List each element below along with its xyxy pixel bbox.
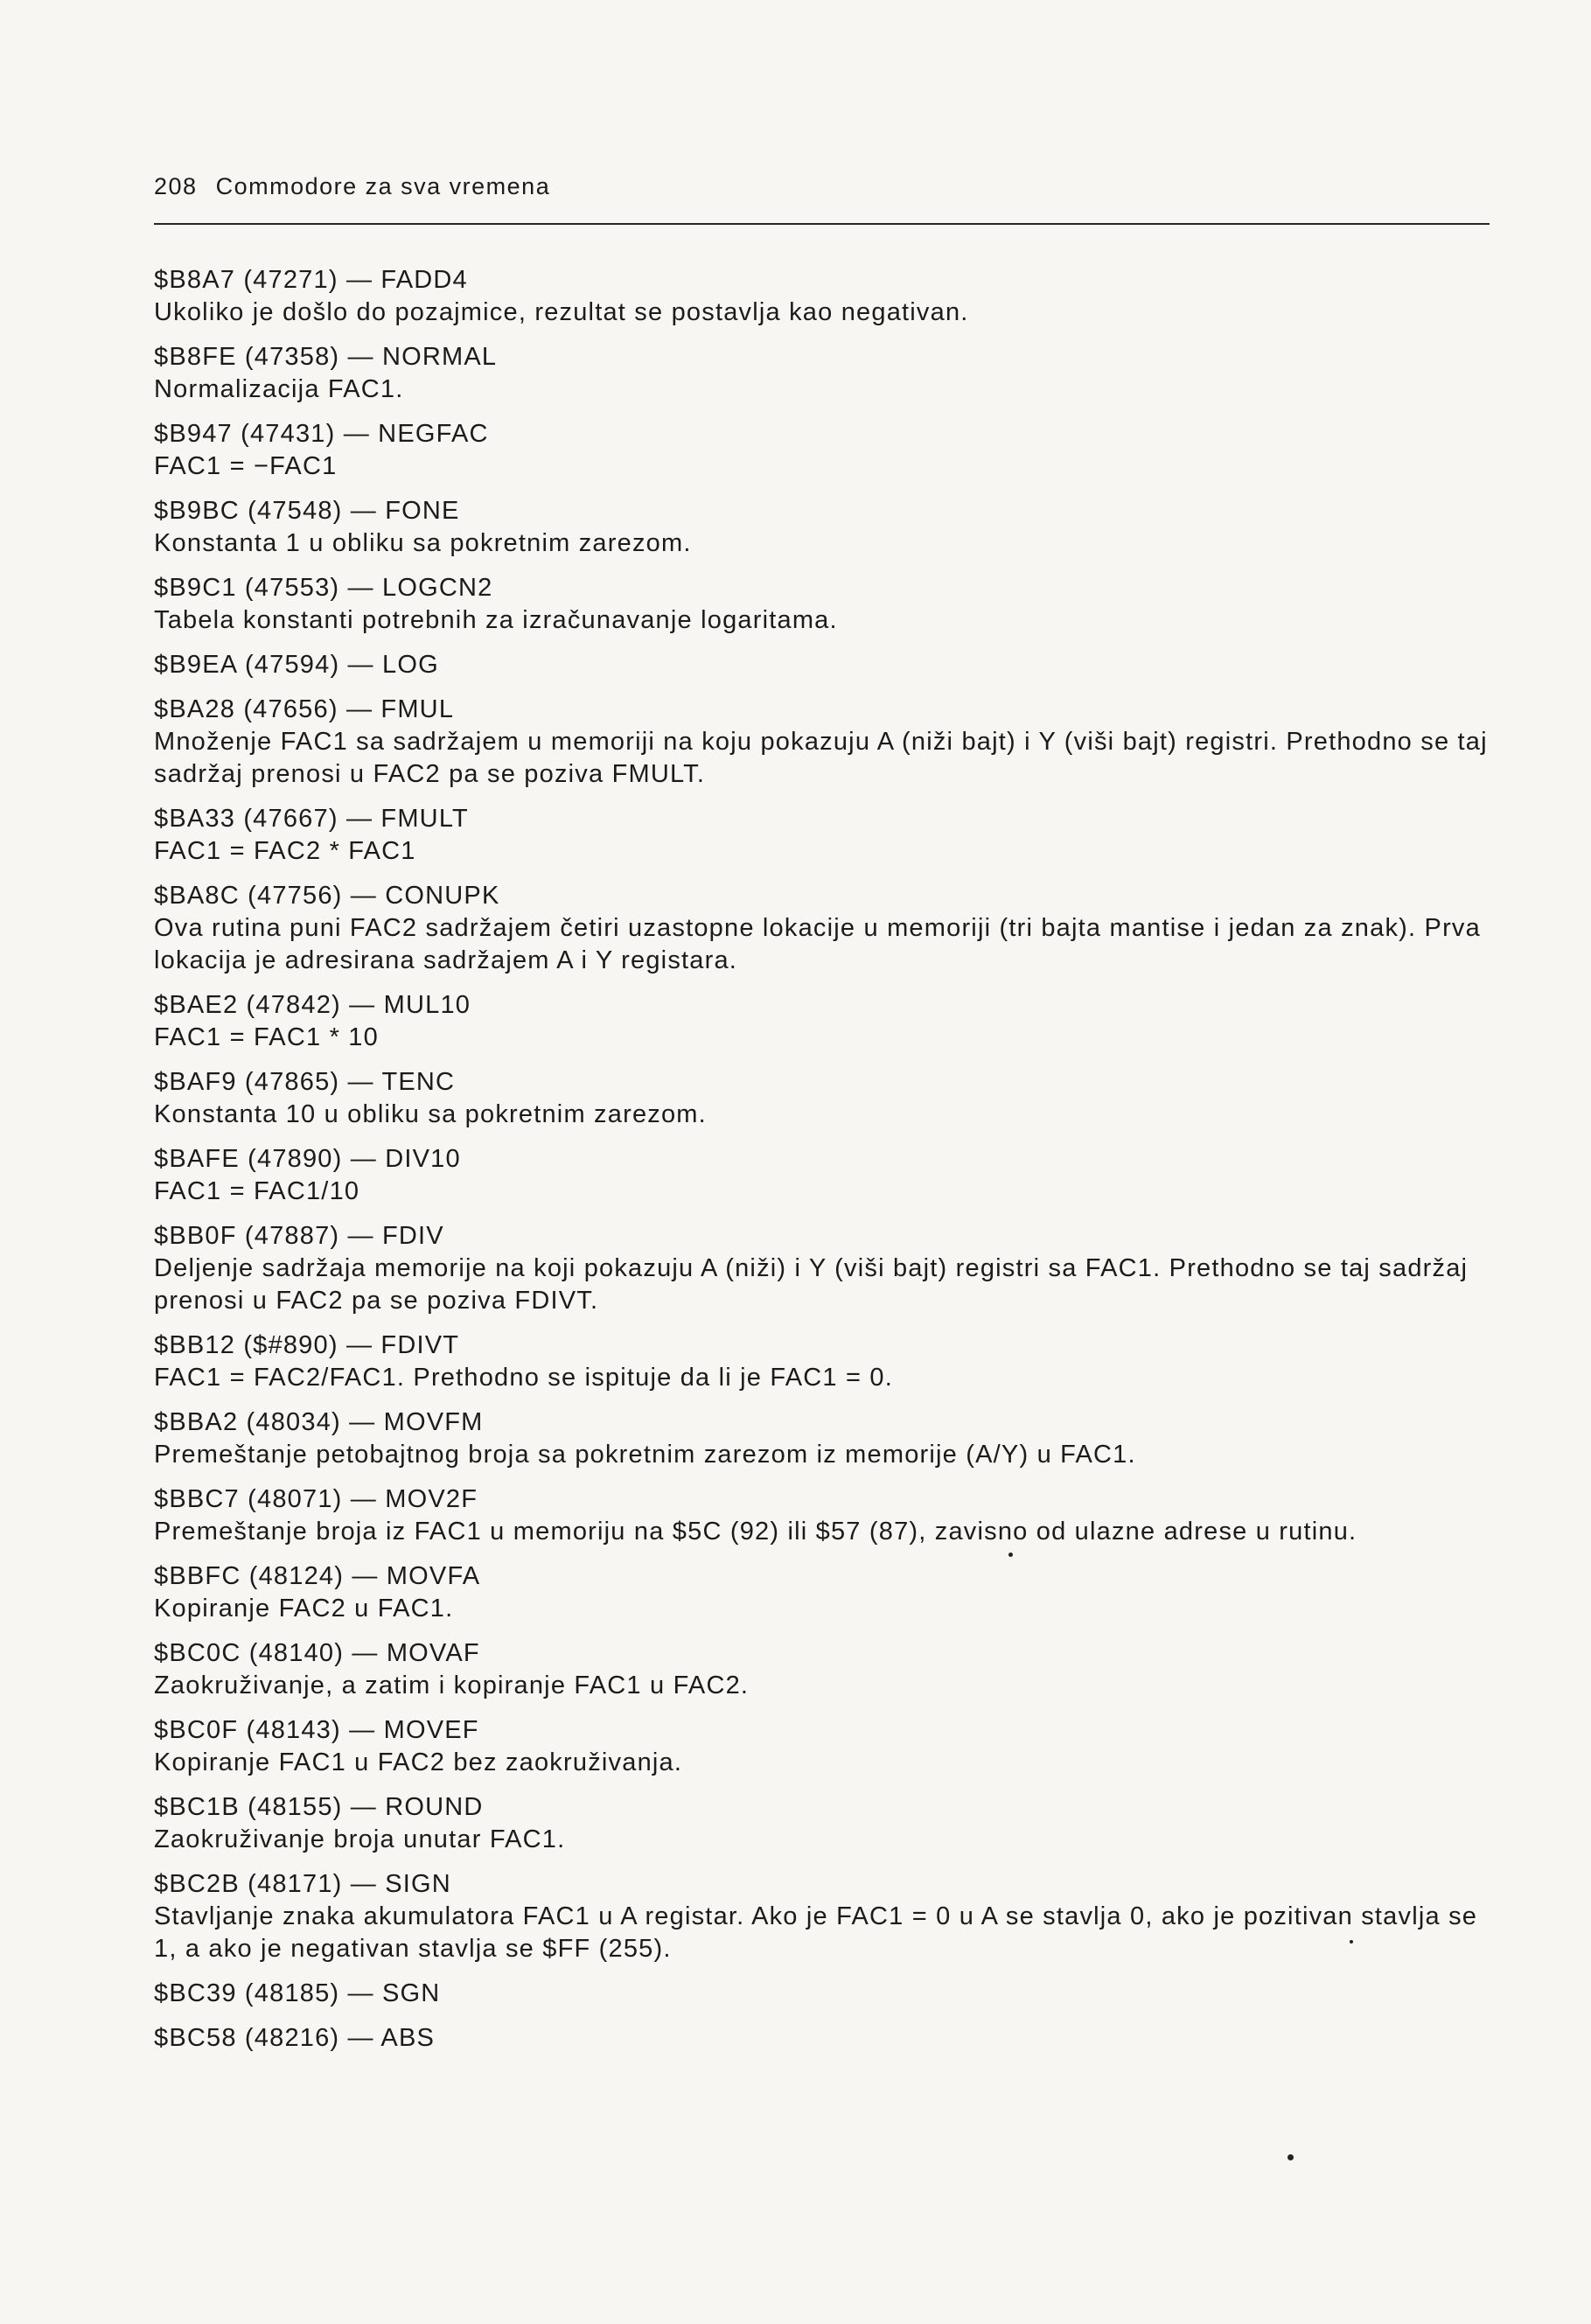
routine-description: Zaokruživanje broja unutar FAC1.: [154, 1825, 566, 1853]
routine-list: [154, 264, 1501, 2067]
routine-entry: [154, 1978, 1501, 2010]
header-rule: [154, 223, 1490, 225]
routine-entry: [154, 803, 1501, 868]
routine-heading: $BB12 ($#890) — FDIVT: [154, 1331, 460, 1359]
routine-description: FAC1 = FAC1 * 10: [154, 1023, 379, 1051]
routine-entry: [154, 1483, 1501, 1548]
routine-heading: $BA33 (47667) — FMULT: [154, 805, 469, 833]
routine-description: Konstanta 10 u obliku sa pokretnim zarezom.: [154, 1100, 707, 1128]
routine-entry: [154, 572, 1501, 637]
routine-description: Ova rutina puni FAC2 sadržajem četiri uzastopne lokacije u memoriji (tri bajta mantise i jedan za znak). Prva lokacija je adresirana sadržajem A i Y registara.: [154, 914, 1481, 974]
routine-heading: $B9EA (47594) — LOG: [154, 651, 439, 679]
routine-heading: $BBFC (48124) — MOVFA: [154, 1562, 481, 1590]
routine-description: Deljenje sadržaja memorije na koji pokazuju A (niži) i Y (viši bajt) registri sa FAC1. Prethodno se taj sadržaj prenosi u FAC2 pa se poziva FDIVT.: [154, 1254, 1469, 1315]
routine-entry: [154, 649, 1501, 681]
routine-description: Kopiranje FAC1 u FAC2 bez zaokruživanja.: [154, 1748, 683, 1776]
routine-heading: $BA8C (47756) — CONUPK: [154, 882, 500, 910]
routine-heading: $BAF9 (47865) — TENC: [154, 1068, 456, 1096]
routine-heading: $BC1B (48155) — ROUND: [154, 1793, 484, 1821]
book-title: Commodore za sva vremena: [215, 173, 551, 199]
routine-entry: [154, 418, 1501, 483]
routine-description: Ukoliko je došlo do pozajmice, rezultat se postavlja kao negativan.: [154, 298, 969, 326]
routine-entry: [154, 694, 1501, 791]
routine-heading: $BAE2 (47842) — MUL10: [154, 991, 471, 1019]
routine-heading: $BC2B (48171) — SIGN: [154, 1870, 451, 1898]
routine-heading: $B947 (47431) — NEGFAC: [154, 420, 489, 448]
routine-heading: $B9BC (47548) — FONE: [154, 497, 460, 525]
page-number: 208: [154, 173, 198, 199]
routine-description: FAC1 = FAC2 * FAC1: [154, 837, 416, 865]
routine-entry: [154, 989, 1501, 1054]
routine-entry: [154, 495, 1501, 560]
routine-heading: $B9C1 (47553) — LOGCN2: [154, 574, 493, 602]
routine-description: Zaokruživanje, a zatim i kopiranje FAC1 u FAC2.: [154, 1671, 750, 1699]
routine-heading: $BB0F (47887) — FDIV: [154, 1222, 444, 1250]
scan-speck: [1287, 2154, 1294, 2160]
routine-entry: [154, 1220, 1501, 1317]
scan-speck: [1350, 1940, 1353, 1944]
routine-description: FAC1 = −FAC1: [154, 452, 338, 480]
routine-entry: [154, 1791, 1501, 1856]
routine-heading: $BC0F (48143) — MOVEF: [154, 1716, 479, 1744]
routine-description: Premeštanje broja iz FAC1 u memoriju na $5C (92) ili $57 (87), zavisno od ulazne adrese u rutinu.: [154, 1518, 1357, 1546]
routine-description: Stavljanje znaka akumulatora FAC1 u A registar. Ako je FAC1 = 0 u A se stavlja 0, ako je pozitivan stavlja se 1, a ako je negativan stavlja se $FF (255).: [154, 1902, 1478, 1963]
routine-heading: $BC58 (48216) — ABS: [154, 2024, 436, 2052]
routine-entry: [154, 1714, 1501, 1779]
routine-description: Tabela konstanti potrebnih za izračunavanje logaritama.: [154, 606, 838, 634]
routine-heading: $BC0C (48140) — MOVAF: [154, 1639, 480, 1667]
routine-entry: [154, 2022, 1501, 2055]
routine-description: Premeštanje petobajtnog broja sa pokretnim zarezom iz memorije (A/Y) u FAC1.: [154, 1441, 1136, 1469]
routine-heading: $BBC7 (48071) — MOV2F: [154, 1485, 478, 1513]
routine-entry: [154, 341, 1501, 406]
routine-description: Množenje FAC1 sa sadržajem u memoriji na koju pokazuju A (niži bajt) i Y (viši bajt) registri. Prethodno se taj sadržaj prenosi u FAC2 pa se poziva FMULT.: [154, 728, 1488, 788]
routine-entry: [154, 264, 1501, 329]
routine-heading: $BAFE (47890) — DIV10: [154, 1145, 461, 1173]
routine-entry: [154, 1560, 1501, 1625]
routine-heading: $BBA2 (48034) — MOVFM: [154, 1408, 484, 1436]
routine-heading: $BA28 (47656) — FMUL: [154, 695, 455, 723]
routine-heading: $B8FE (47358) — NORMAL: [154, 343, 498, 371]
routine-description: Konstanta 1 u obliku sa pokretnim zarezom.: [154, 529, 692, 557]
routine-entry: [154, 1406, 1501, 1471]
routine-entry: [154, 1329, 1501, 1394]
page-header: [154, 173, 550, 200]
routine-description: FAC1 = FAC1/10: [154, 1177, 360, 1205]
routine-entry: [154, 880, 1501, 977]
routine-entry: [154, 1637, 1501, 1702]
scan-speck: [1008, 1553, 1013, 1557]
routine-entry: [154, 1143, 1501, 1208]
routine-entry: [154, 1066, 1501, 1131]
routine-heading: $BC39 (48185) — SGN: [154, 1979, 441, 2007]
routine-description: Normalizacija FAC1.: [154, 375, 404, 403]
routine-heading: $B8A7 (47271) — FADD4: [154, 266, 468, 294]
routine-description: Kopiranje FAC2 u FAC1.: [154, 1595, 454, 1623]
routine-description: FAC1 = FAC2/FAC1. Prethodno se ispituje da li je FAC1 = 0.: [154, 1364, 893, 1392]
routine-entry: [154, 1868, 1501, 1965]
